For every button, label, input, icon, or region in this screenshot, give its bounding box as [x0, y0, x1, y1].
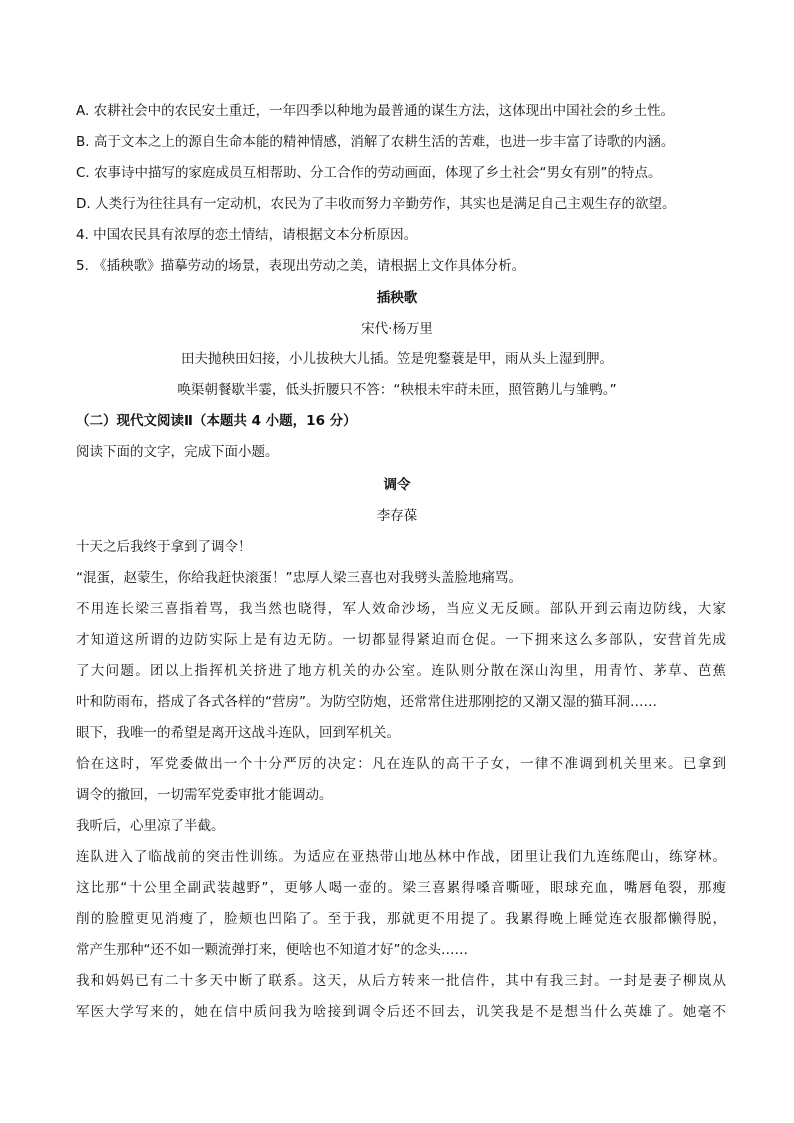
question-5: 5. 《插秧歌》描摹劳动的场景，表现出劳动之美，请根据上文作具体分析。	[76, 258, 526, 274]
poem-title: 插秧歌	[376, 290, 418, 306]
option-a: A. 农耕社会中的农民安土重迁，一年四季以种地为最普通的谋生方法，这体现出中国社会的乡土性。	[76, 103, 675, 119]
paragraph-line: 了大问题。团以上指挥机关挤进了地方机关的办公室。连队则分散在深山沟里，用青竹、茅草、芭蕉	[76, 663, 726, 679]
paragraph-line: 连队进入了临战前的突击性训练。为适应在亚热带山地丛林中作战，团里让我们九连练爬山，练穿林。	[76, 849, 726, 865]
option-b: B. 高于文本之上的源自生命本能的精神情感，消解了农耕生活的苦难，也进一步丰富了诗歌的内涵。	[76, 134, 675, 150]
section-heading: （二）现代文阅读Ⅱ（本题共 4 小题，16 分）	[76, 413, 357, 429]
paragraph-line: 叶和防雨布，搭成了各式各样的“营房”。为防空防炮，还常常住进那刚挖的又潮又湿的猫耳洞……	[76, 694, 657, 710]
paragraph-line: 十天之后我终于拿到了调令！	[76, 539, 252, 555]
story-author: 李存葆	[376, 508, 418, 524]
paragraph-line: 我和妈妈已有二十多天中断了联系。这天，从后方转来一批信件，其中有我三封。一封是妻子柳岚从	[76, 973, 726, 989]
paragraph-line: “混蛋，赵蒙生，你给我赶快滚蛋！”忠厚人梁三喜也对我劈头盖脸地痛骂。	[76, 570, 522, 586]
paragraph-line: 调令的撤回，一切需军党委审批才能调动。	[76, 787, 333, 803]
paragraph-line: 眼下，我唯一的希望是离开这战斗连队，回到军机关。	[76, 725, 400, 741]
question-4: 4. 中国农民具有浓厚的恋土情结，请根据文本分析原因。	[76, 227, 418, 243]
paragraph-line: 恰在这时，军党委做出一个十分严厉的决定：凡在连队的高干子女，一律不准调到机关里来。已拿到	[76, 756, 726, 772]
paragraph-line: 不用连长梁三喜指着骂，我当然也晓得，军人效命沙场，当应义无反顾。部队开到云南边防线，大家	[76, 601, 726, 617]
option-d: D. 人类行为往往具有一定动机，农民为了丰收而努力辛勤劳作，其实也是满足自己主观生存的欲望。	[76, 196, 676, 212]
paragraph-line: 这比那“十公里全副武装越野”，更够人喝一壶的。梁三喜累得嗓音嘶哑，眼球充血，嘴唇龟裂，那瘦	[76, 880, 726, 896]
story-title: 调令	[383, 477, 411, 493]
option-c: C. 农事诗中描写的家庭成员互相帮助、分工合作的劳动画面，体现了乡土社会“男女有别”的特点。	[76, 165, 662, 181]
paragraph-line: 常产生那种“还不如一颗流弹打来，便啥也不知道才好”的念头……	[76, 942, 468, 958]
paragraph-line: 才知道这所谓的边防实际上是有边无防。一切都显得紧迫而仓促。一下拥来这么多部队，安营首先成	[76, 632, 726, 648]
poem-line: 田夫抛秧田妇接，小儿拔秧大儿插。笠是兜鍪蓑是甲，雨从头上湿到胛。	[181, 351, 613, 367]
paragraph-line: 我听后，心里凉了半截。	[76, 818, 225, 834]
paragraph-line: 军医大学写来的，她在信中质问我为啥接到调令后还不回去，讥笑我是不是想当什么英雄了。她毫不	[76, 1004, 726, 1020]
poem-author: 宋代·杨万里	[361, 321, 433, 337]
section-instruction: 阅读下面的文字，完成下面小题。	[76, 444, 279, 460]
paragraph-line: 削的脸膛更见消瘦了，脸颊也凹陷了。至于我，那就更不用提了。我累得晚上睡觉连衣服都懒得脱，	[76, 911, 726, 927]
poem-line: 唤渠朝餐歇半霎，低头折腰只不答：“秧根未牢莳未匝，照管鹅儿与雏鸭。”	[177, 382, 617, 398]
